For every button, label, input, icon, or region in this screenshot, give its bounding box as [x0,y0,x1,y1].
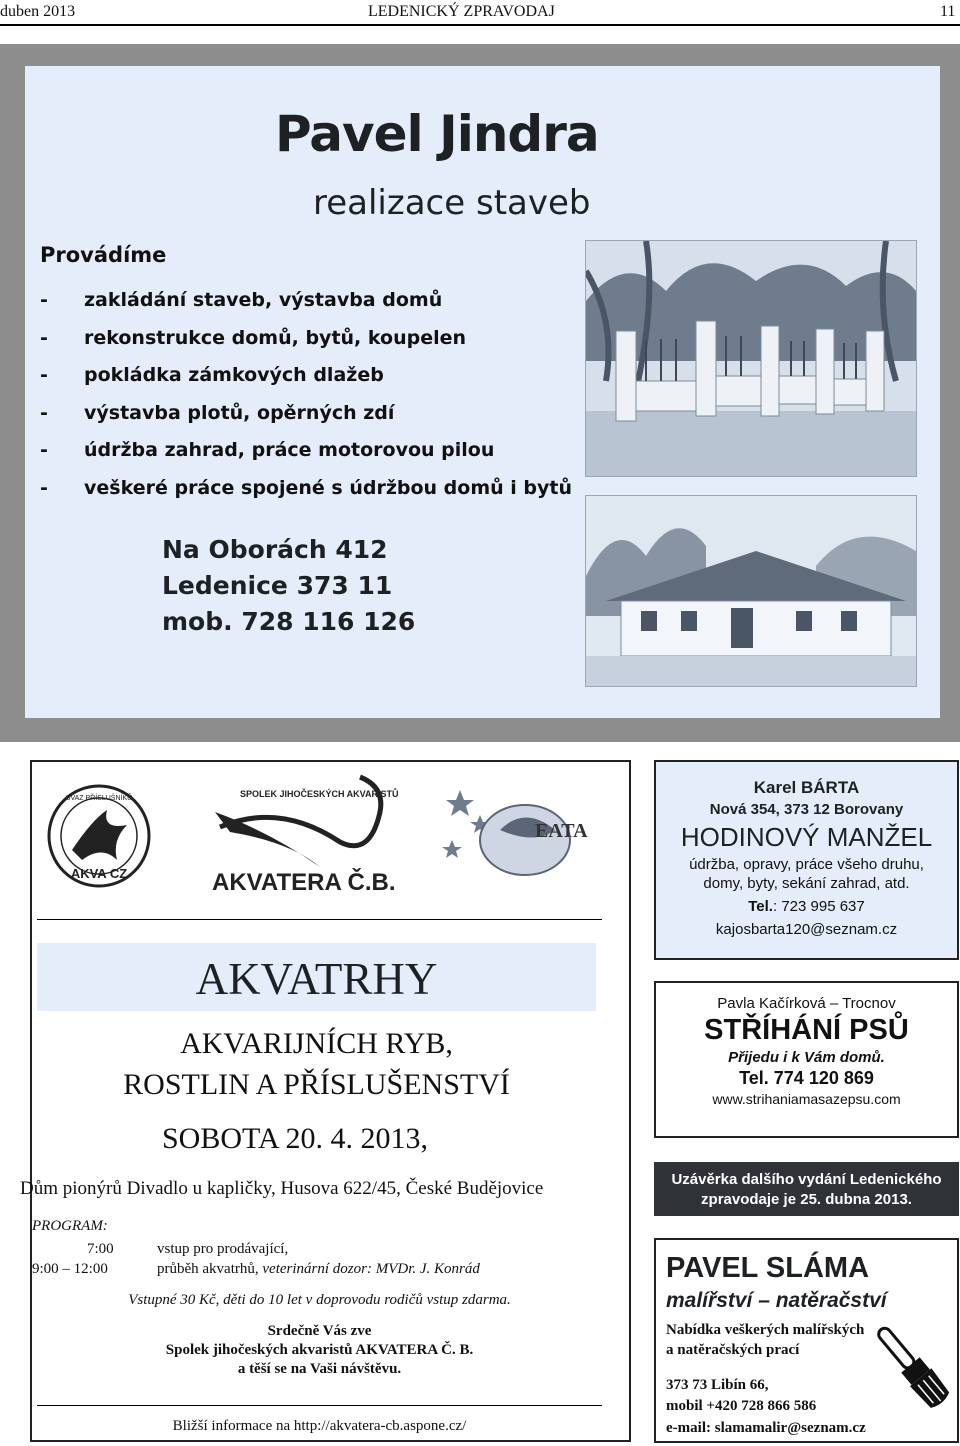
deadline-line-2: zpravodaje je 25. dubna 2013. [701,1191,912,1208]
header-rule [0,24,960,26]
event-venue: Dům pionýrů Divadlo u kapličky, Husova 622/45, České Budějovice [20,1178,544,1199]
program-event-2: průběh akvatrhů, veterinární dozor: MVDr. J. Konrád [157,1261,480,1277]
more-info-link[interactable]: Bližší informace na http://akvatera-cb.aspone.cz/ [172,1418,467,1434]
deadline-line-1: Uzávěrka dalšího vydání Ledenického [671,1171,942,1188]
barta-phone: Tel.: 723 995 637 [748,898,865,915]
slama-address: 373 73 Libín 66, [666,1377,769,1393]
barta-email[interactable]: kajosbarta120@seznam.cz [715,921,898,938]
list-item: - pokládka zámkových dlažeb [40,364,384,386]
barta-desc-1: údržba, opravy, práce všeho druhu, [689,856,924,873]
svg-text:SPOLEK JIHOČESKÝCH AKVARISTŮ: SPOLEK JIHOČESKÝCH AKVARISTŮ [240,789,399,799]
divider [37,919,602,920]
svg-text:AKVATERA Č.B.: AKVATERA Č.B. [212,869,396,896]
barta-address: Nová 354, 373 12 Borovany [709,801,904,818]
slama-name: PAVEL SLÁMA [666,1252,870,1284]
slama-offer-2: a natěračských prací [666,1342,800,1358]
event-date: SOBOTA 20. 4. 2013, [162,1122,428,1155]
house-photo [585,495,917,687]
list-item: - rekonstrukce domů, bytů, koupelen [40,326,467,349]
kacirkova-phone: Tel. 774 120 869 [739,1068,874,1088]
program-label: PROGRAM: [32,1218,108,1234]
event-subtitle-1: AKVARIJNÍCH RYB, [180,1027,453,1060]
event-subtitle-2: ROSTLIN A PŘÍSLUŠENSTVÍ [123,1068,510,1101]
slama-email[interactable]: e-mail: slamamalir@seznam.cz [666,1420,866,1436]
svg-text:EATA: EATA [535,820,588,842]
list-item: - zakládání staveb, výstavba domů [40,289,443,311]
invitation-3: a těší se na Vaši návštěvu. [237,1361,402,1377]
slama-mobile: mobil +420 728 866 586 [666,1398,817,1414]
deadline-notice [654,1162,959,1216]
issue-date: duben 2013 [0,3,76,20]
slama-trade: malířství – natěračství [666,1289,887,1312]
barta-desc-2: domy, byty, sekání zahrad, atd. [703,875,910,892]
services-heading: Provádíme [40,243,167,267]
list-item: - veškeré práce spojené s údržbou domů i bytů [40,476,572,499]
paintbrush-icon [871,1318,956,1418]
page-number: 11 [940,3,956,20]
address-street: Na Oborách 412 [162,535,388,564]
akva-cz-logo [37,780,157,895]
program-time-1: 7:00 [87,1241,114,1257]
newsletter-title: LEDENICKÝ ZPRAVODAJ [368,3,555,20]
list-item: - údržba zahrad, práce motorovou pilou [40,439,495,461]
kacirkova-web[interactable]: www.strihaniamasazepsu.com [712,1091,901,1107]
address-town: Ledenice 373 11 [162,571,393,600]
phone: mob. 728 116 126 [162,607,416,636]
program-event-1: vstup pro prodávající, [157,1241,289,1257]
invitation-2: Spolek jihočeských akvaristů AKVATERA Č. B. [165,1342,474,1358]
barta-service: HODINOVÝ MANŽEL [680,822,933,852]
kacirkova-ad [654,981,959,1138]
program-time-2: 9:00 – 12:00 [32,1261,108,1277]
kacirkova-tagline: Přijedu i k Vám domů. [728,1049,885,1066]
eata-logo [440,785,620,895]
jindra-subtitle: realizace staveb [313,183,591,223]
kacirkova-name: Pavla Kačírková – Trocnov [717,995,896,1012]
list-item: - výstavba plotů, opěrných zdí [40,401,395,424]
barta-name: Karel BÁRTA [753,778,860,797]
event-title: AKVATRHY [195,954,438,1004]
slama-offer-1: Nabídka veškerých malířských [666,1322,865,1338]
jindra-name: Pavel Jindra [275,105,599,163]
fence-photo [585,240,917,477]
barta-ad [654,760,959,960]
slama-ad [654,1238,959,1443]
kacirkova-service: STŘÍHÁNÍ PSŮ [704,1014,909,1046]
admission: Vstupné 30 Kč, děti do 10 let v doprovodu rodičů vstup zdarma. [128,1292,511,1308]
akvatera-logo [200,772,400,897]
invitation-1: Srdečně Vás zve [267,1323,372,1339]
divider [37,1405,602,1406]
services-list [40,282,572,507]
jindra-contact [162,532,415,640]
svg-text:AKVA CZ: AKVA CZ [70,866,128,881]
svg-text:SVAZ PŘÍSLUŠNÍKŮ: SVAZ PŘÍSLUŠNÍKŮ [65,795,133,802]
